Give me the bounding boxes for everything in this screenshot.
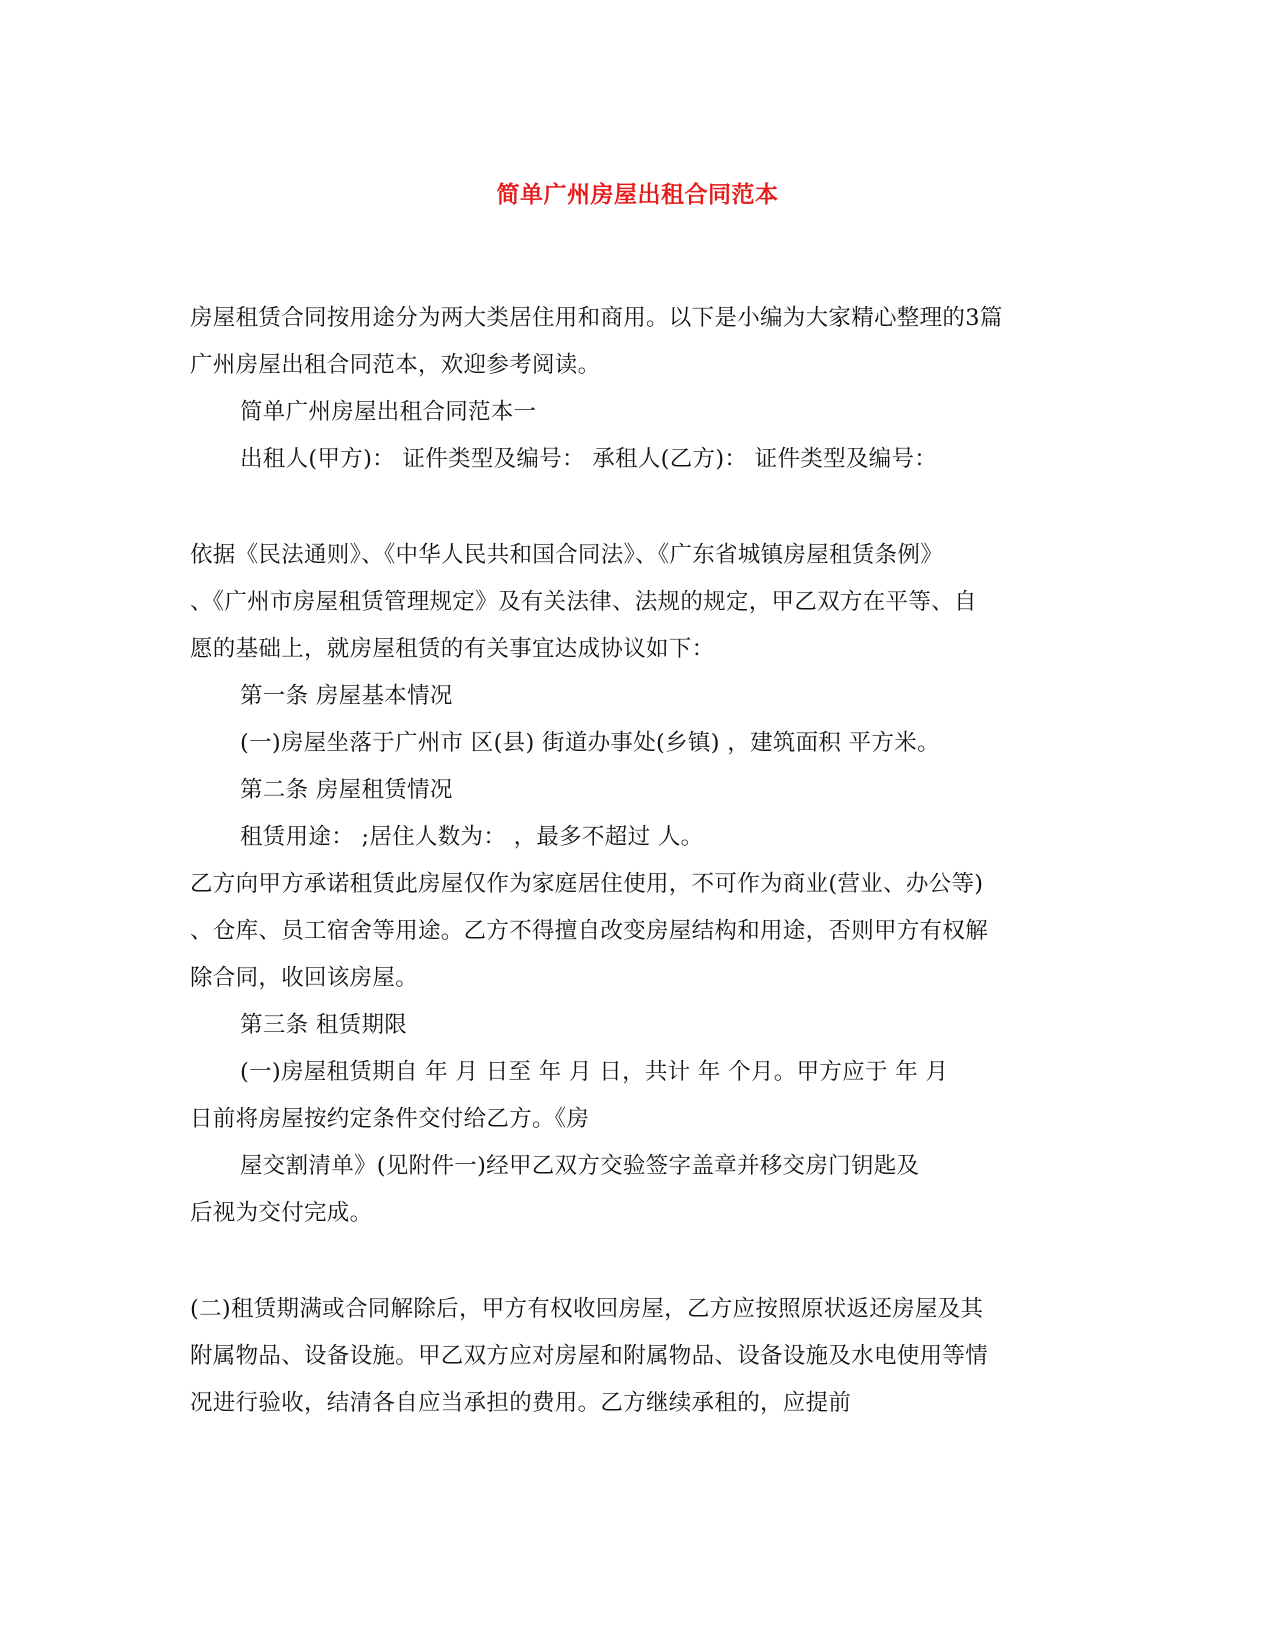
paragraph-line: 、仓库、员工宿舍等用途。乙方不得擅自改变房屋结构和用途，否则甲方有权解: [190, 918, 989, 944]
paragraph-line: 附属物品、设备设施。甲乙双方应对房屋和附属物品、设备设施及水电使用等情: [190, 1343, 989, 1369]
document-title: 简单广州房屋出租合同范本: [496, 182, 779, 208]
paragraph-line: 租赁用途： ;居住人数为： ，最多不超过 人。: [240, 824, 704, 850]
paragraph-line: 房屋租赁合同按用途分为两大类居住用和商用。以下是小编为大家精心整理的3篇: [190, 305, 1003, 331]
paragraph-line: 况进行验收，结清各自应当承担的费用。乙方继续承租的，应提前: [190, 1390, 852, 1416]
paragraph-line: 广州房屋出租合同范本，欢迎参考阅读。: [190, 352, 601, 378]
paragraph-line: 出租人(甲方)： 证件类型及编号： 承租人(乙方)： 证件类型及编号：: [240, 446, 938, 472]
paragraph-line: 后视为交付完成。: [190, 1200, 373, 1226]
paragraph-line: 日前将房屋按约定条件交付给乙方。《房: [190, 1106, 590, 1132]
paragraph-line: 愿的基础上，就房屋租赁的有关事宜达成协议如下：: [190, 636, 715, 662]
article-heading: 第一条 房屋基本情况: [240, 683, 453, 709]
paragraph-line: 依据《民法通则》、《中华人民共和国合同法》、《广东省城镇房屋租赁条例》: [190, 542, 944, 568]
paragraph-line: 除合同，收回该房屋。: [190, 965, 419, 991]
article-heading: 第二条 房屋租赁情况: [240, 777, 453, 803]
paragraph-line: 屋交割清单》(见附件一)经甲乙双方交验签字盖章并移交房门钥匙及: [240, 1153, 920, 1179]
paragraph-line: (一)房屋坐落于广州市 区(县) 街道办事处(乡镇) ，建筑面积 平方米。: [240, 730, 940, 756]
section-heading: 简单广州房屋出租合同范本一: [240, 399, 537, 425]
article-heading: 第三条 租赁期限: [240, 1012, 408, 1038]
paragraph-line: 、《广州市房屋租赁管理规定》及有关法律、法规的规定，甲乙双方在平等、自: [190, 589, 977, 615]
paragraph-line: (一)房屋租赁期自 年 月 日至 年 月 日，共计 年 个月。甲方应于 年 月: [240, 1059, 949, 1085]
paragraph-line: (二)租赁期满或合同解除后，甲方有权收回房屋，乙方应按照原状返还房屋及其: [190, 1296, 984, 1322]
paragraph-line: 乙方向甲方承诺租赁此房屋仅作为家庭居住使用，不可作为商业(营业、办公等): [190, 871, 984, 897]
